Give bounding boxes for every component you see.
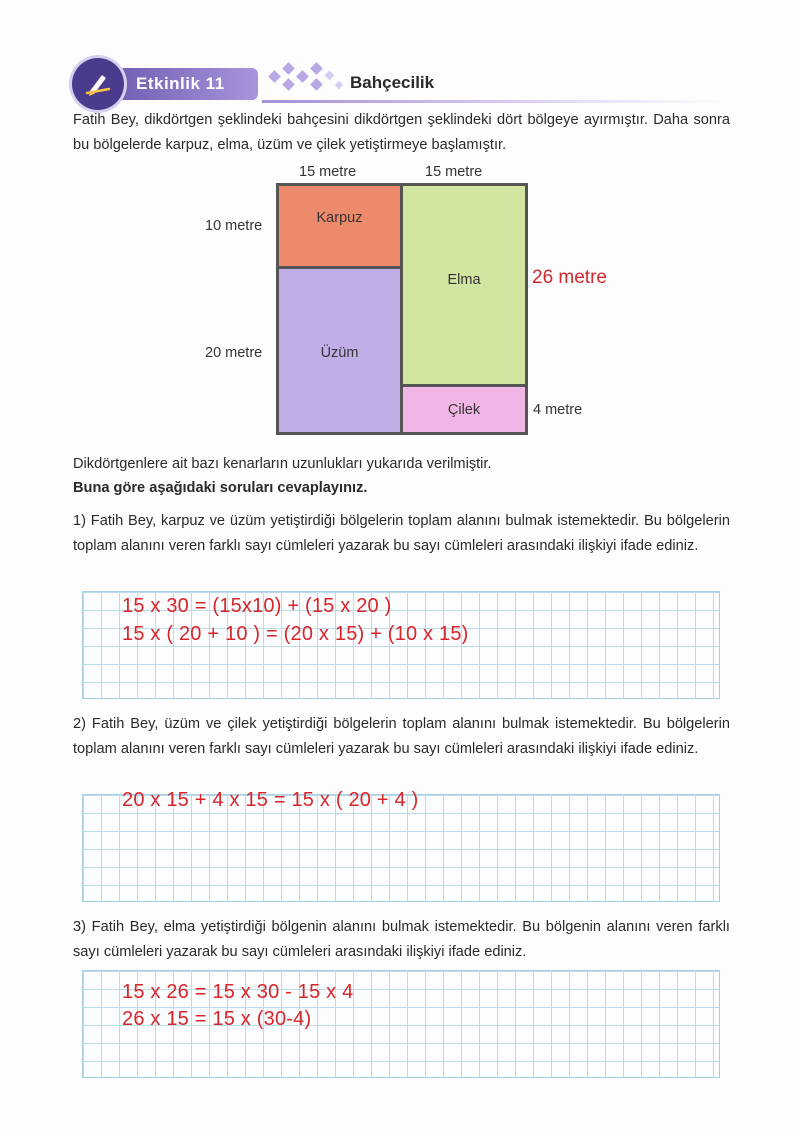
uzum-region: [276, 266, 403, 435]
karpuz-label: Karpuz: [316, 210, 363, 226]
instruction-bold-line: Buna göre aşağıdaki soruları cevaplayınız.: [73, 480, 368, 496]
activity-badge: [108, 68, 258, 100]
uzum-label: Üzüm: [320, 344, 359, 361]
question-2-text: 2) Fatih Bey, üzüm ve çilek yetiştirdiği bölgelerin toplam alanını bulmak istemektedir. Bu bölgelerin toplam alanını veren farklı sayı cümleleri yazarak bu sayı cümleleri arasındaki ilişkiyi ifade ediniz.: [73, 716, 730, 757]
activity-label: Etkinlik 11: [136, 74, 225, 93]
question-2-answer-line-1: 20 x 15 + 4 x 15 = 15 x ( 20 + 4 ): [122, 789, 419, 811]
elma-height-label: 26 metre: [532, 267, 607, 288]
elma-width-label: 15 metre: [425, 164, 483, 180]
karpuz-region: [276, 183, 403, 269]
karpuz-height-label: 10 metre: [205, 218, 263, 234]
diamond-pattern-decoration: [262, 58, 348, 98]
elma-region: [400, 183, 528, 387]
pencil-ruler-icon: [83, 69, 113, 99]
activity-topic: Bahçecilik: [350, 73, 435, 92]
cilek-region: [400, 384, 528, 435]
cilek-height-label: 4 metre: [533, 402, 583, 418]
question-1-answer-line-1: 15 x 30 = (15x10) + (15 x 20 ): [122, 595, 392, 617]
intro-paragraph: Fatih Bey, dikdörtgen şeklindeki bahçesini dikdörtgen şeklindeki dört bölgeye ayırmıştır. Daha sonra bu bölgelerde karpuz, elma, üzüm ve çilek yetiştirmeye başlamıştır.: [73, 112, 730, 153]
cilek-label: Çilek: [447, 401, 481, 418]
activity-icon: [72, 58, 124, 110]
question-1-text: 1) Fatih Bey, karpuz ve üzüm yetiştirdiği bölgelerin toplam alanını bulmak istemektedir. Bu bölgelerin toplam alanını veren farklı sayı cümleleri yazarak bu sayı cümleleri arasındaki ilişkiyi ifade ediniz.: [73, 513, 730, 554]
elma-label: Elma: [447, 272, 481, 288]
header-underline: [262, 100, 730, 103]
instruction-line: Dikdörtgenlere ait bazı kenarların uzunlukları yukarıda verilmiştir.: [73, 456, 492, 472]
question-3-answer-line-2: 26 x 15 = 15 x (30-4): [122, 1008, 312, 1030]
question-3-text: 3) Fatih Bey, elma yetiştirdiği bölgenin alanını bulmak istemektedir. Bu bölgenin alanını veren farklı sayı cümleleri yazarak bu sayı cümleleri arasındaki ilişkiyi ifade ediniz.: [73, 919, 730, 960]
question-1-answer-line-2: 15 x ( 20 + 10 ) = (20 x 15) + (10 x 15): [122, 623, 469, 645]
uzum-height-label: 20 metre: [205, 345, 263, 361]
question-3-answer-line-1: 15 x 26 = 15 x 30 - 15 x 4: [122, 981, 354, 1003]
karpuz-width-label: 15 metre: [299, 164, 357, 180]
